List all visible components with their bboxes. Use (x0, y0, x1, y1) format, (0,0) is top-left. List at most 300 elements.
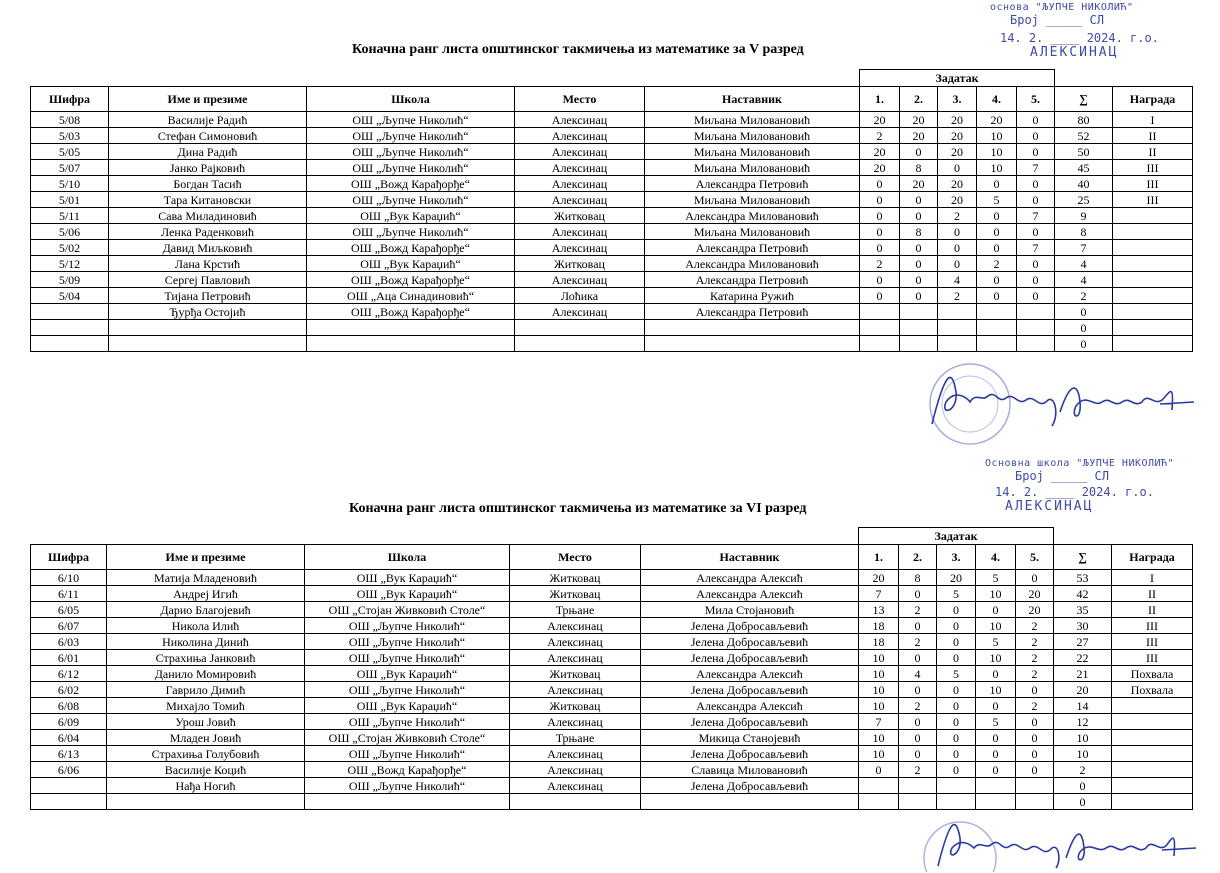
cell-task-3: 0 (937, 762, 976, 778)
cell-sum: 21 (1054, 666, 1112, 682)
cell-task-3: 20 (938, 128, 977, 144)
cell-place: Алексинац (515, 144, 645, 160)
cell-task-2: 0 (900, 208, 938, 224)
cell-teacher: Јелена Добросављевић (641, 634, 859, 650)
cell-task-5: 20 (1016, 602, 1054, 618)
cell-task-5: 2 (1016, 698, 1054, 714)
cell-code: 6/05 (31, 602, 107, 618)
cell-name: Сава Миладиновић (109, 208, 307, 224)
cell-place: Житковац (510, 698, 641, 714)
cell-task-4: 0 (976, 666, 1016, 682)
cell-task-2: 2 (899, 698, 937, 714)
cell-task-4: 0 (976, 746, 1016, 762)
cell-code: 5/07 (31, 160, 109, 176)
table-row (31, 602, 1193, 618)
table-row (31, 192, 1193, 208)
cell-task-1 (860, 320, 900, 336)
cell-sum: 0 (1055, 304, 1113, 320)
table-row (31, 634, 1193, 650)
cell-school: ОШ „Љупче Николић“ (305, 682, 510, 698)
cell-sum: 22 (1054, 650, 1112, 666)
cell-task-1: 20 (860, 112, 900, 128)
cell-task-4 (977, 320, 1017, 336)
cell-sum: 14 (1054, 698, 1112, 714)
cell-task-2: 0 (900, 240, 938, 256)
cell-name: Никола Илић (107, 618, 305, 634)
cell-place: Алексинац (515, 160, 645, 176)
table-row (31, 160, 1193, 176)
cell-task-2: 4 (899, 666, 937, 682)
cell-code (31, 304, 109, 320)
cell-task-3: 2 (938, 288, 977, 304)
cell-code: 5/03 (31, 128, 109, 144)
school-stamp-top: основа "ЉУПЧЕ НИКОЛИЋ" Број _____ СЛ 14. 2. ____ 2024. г.о. АЛЕКСИНАЦ (990, 2, 1159, 60)
cell-code: 6/06 (31, 762, 107, 778)
cell-task-1: 20 (860, 160, 900, 176)
cell-task-2 (900, 336, 938, 352)
table-row (31, 778, 1193, 794)
cell-code: 5/11 (31, 208, 109, 224)
table-row (31, 336, 1193, 352)
cell-award: II (1112, 602, 1193, 618)
table-row (31, 208, 1193, 224)
cell-task-3: 4 (938, 272, 977, 288)
task-group-header: Задатак (859, 528, 1054, 545)
cell-task-4 (977, 304, 1017, 320)
cell-place: Алексинац (515, 112, 645, 128)
cell-name: Ђурђа Остојић (109, 304, 307, 320)
cell-sum: 20 (1054, 682, 1112, 698)
cell-award: II (1113, 144, 1193, 160)
cell-task-4: 10 (977, 160, 1017, 176)
cell-code: 5/06 (31, 224, 109, 240)
cell-teacher: Александра Алексић (641, 698, 859, 714)
cell-task-5: 0 (1017, 112, 1055, 128)
cell-school (305, 794, 510, 810)
col-school: Школа (305, 545, 510, 570)
cell-code: 6/03 (31, 634, 107, 650)
cell-sum: 2 (1054, 762, 1112, 778)
cell-name: Сергеј Павловић (109, 272, 307, 288)
cell-place: Алексинац (510, 746, 641, 762)
cell-school: ОШ „Љупче Николић“ (307, 224, 515, 240)
cell-name: Страхиња Голубовић (107, 746, 305, 762)
cell-school (307, 320, 515, 336)
cell-school: ОШ „Вук Караџић“ (307, 208, 515, 224)
cell-award: II (1113, 128, 1193, 144)
cell-teacher (641, 794, 859, 810)
cell-task-5: 2 (1016, 618, 1054, 634)
cell-code (31, 778, 107, 794)
cell-award (1113, 320, 1193, 336)
col-sum: ∑ (1054, 545, 1112, 570)
cell-award: Похвала (1112, 682, 1193, 698)
cell-name: Михајло Томић (107, 698, 305, 714)
page-title-grade-5: Коначна ранг листа општинског такмичења из математике за V разред (352, 42, 804, 57)
cell-task-4: 10 (977, 128, 1017, 144)
cell-school: ОШ „Љупче Николић“ (305, 650, 510, 666)
cell-code: 6/07 (31, 618, 107, 634)
cell-task-4: 0 (977, 272, 1017, 288)
cell-code (31, 794, 107, 810)
table-row (31, 112, 1193, 128)
cell-task-2: 8 (900, 224, 938, 240)
cell-code (31, 336, 109, 352)
page-title-grade-6: Коначна ранг листа општинског такмичења из математике за VI разред (349, 501, 807, 516)
cell-task-5: 0 (1017, 272, 1055, 288)
cell-name: Ленка Раденковић (109, 224, 307, 240)
table-row (31, 144, 1193, 160)
cell-place: Алексинац (515, 272, 645, 288)
table-row (31, 698, 1193, 714)
cell-code: 5/10 (31, 176, 109, 192)
cell-task-5: 0 (1017, 256, 1055, 272)
cell-code: 5/05 (31, 144, 109, 160)
cell-task-5 (1016, 778, 1054, 794)
cell-place (515, 336, 645, 352)
cell-code: 6/10 (31, 570, 107, 586)
cell-award (1113, 304, 1193, 320)
table-row (31, 762, 1193, 778)
cell-task-3: 0 (937, 618, 976, 634)
cell-teacher: Јелена Добросављевић (641, 650, 859, 666)
col-task-4: 4. (976, 545, 1016, 570)
cell-teacher: Миљана Миловановић (645, 112, 860, 128)
cell-task-1: 10 (859, 682, 899, 698)
cell-code: 5/09 (31, 272, 109, 288)
cell-award (1113, 208, 1193, 224)
cell-task-2: 0 (900, 144, 938, 160)
cell-sum: 35 (1054, 602, 1112, 618)
cell-task-5: 2 (1016, 650, 1054, 666)
cell-school: ОШ „Вук Караџић“ (305, 570, 510, 586)
cell-place: Алексинац (510, 714, 641, 730)
cell-school: ОШ „Аца Синадиновић“ (307, 288, 515, 304)
cell-teacher (645, 320, 860, 336)
table-row (31, 288, 1193, 304)
cell-task-1: 18 (859, 634, 899, 650)
cell-sum: 4 (1055, 256, 1113, 272)
cell-school: ОШ „Љупче Николић“ (307, 128, 515, 144)
cell-teacher: Александра Миловановић (645, 208, 860, 224)
cell-task-2: 0 (899, 746, 937, 762)
cell-place: Алексинац (515, 128, 645, 144)
cell-sum: 8 (1055, 224, 1113, 240)
col-task-2: 2. (900, 87, 938, 112)
cell-task-4: 0 (977, 176, 1017, 192)
cell-teacher: Александра Миловановић (645, 256, 860, 272)
cell-sum: 12 (1054, 714, 1112, 730)
cell-school: ОШ „Вожд Карађорђе“ (307, 176, 515, 192)
table-row (31, 272, 1193, 288)
cell-task-5: 2 (1016, 634, 1054, 650)
cell-award: I (1112, 570, 1193, 586)
cell-task-3: 2 (938, 208, 977, 224)
cell-task-2: 0 (899, 650, 937, 666)
cell-sum: 10 (1054, 730, 1112, 746)
table-row (31, 586, 1193, 602)
cell-task-1: 20 (859, 570, 899, 586)
cell-task-2: 2 (899, 602, 937, 618)
cell-place: Лоћика (515, 288, 645, 304)
table-row (31, 650, 1193, 666)
cell-place: Алексинац (510, 650, 641, 666)
table-row (31, 256, 1193, 272)
cell-task-4: 5 (976, 714, 1016, 730)
cell-task-3: 0 (937, 602, 976, 618)
cell-sum: 10 (1054, 746, 1112, 762)
cell-task-5: 0 (1017, 144, 1055, 160)
cell-task-3: 0 (938, 160, 977, 176)
cell-task-1: 0 (860, 240, 900, 256)
cell-task-1: 10 (859, 666, 899, 682)
cell-task-5: 0 (1017, 128, 1055, 144)
table-body (31, 570, 1193, 810)
cell-task-3: 0 (938, 256, 977, 272)
cell-task-3: 20 (938, 192, 977, 208)
cell-school: ОШ „Вук Караџић“ (305, 586, 510, 602)
cell-task-4: 0 (976, 730, 1016, 746)
cell-teacher: Јелена Добросављевић (641, 778, 859, 794)
cell-school: ОШ „Вук Караџић“ (305, 666, 510, 682)
cell-sum: 27 (1054, 634, 1112, 650)
cell-code: 6/13 (31, 746, 107, 762)
cell-teacher: Катарина Ружић (645, 288, 860, 304)
cell-task-5: 0 (1016, 570, 1054, 586)
col-teacher: Наставник (641, 545, 859, 570)
cell-award (1113, 288, 1193, 304)
cell-task-2: 8 (900, 160, 938, 176)
cell-place: Житковац (510, 586, 641, 602)
cell-task-2: 20 (900, 128, 938, 144)
cell-task-2: 2 (899, 634, 937, 650)
cell-task-4: 10 (976, 586, 1016, 602)
cell-sum: 25 (1055, 192, 1113, 208)
cell-task-4: 10 (977, 144, 1017, 160)
cell-task-5: 0 (1016, 714, 1054, 730)
cell-award: III (1113, 176, 1193, 192)
cell-school: ОШ „Љупче Николић“ (305, 634, 510, 650)
cell-code: 6/12 (31, 666, 107, 682)
cell-task-4: 0 (976, 762, 1016, 778)
cell-award (1112, 698, 1193, 714)
cell-task-5: 2 (1016, 666, 1054, 682)
cell-task-1: 20 (860, 144, 900, 160)
cell-place: Алексинац (510, 778, 641, 794)
cell-school: ОШ „Стојан Живковић Столе“ (305, 602, 510, 618)
cell-teacher: Микица Станојевић (641, 730, 859, 746)
table-row (31, 570, 1193, 586)
cell-name: Николина Динић (107, 634, 305, 650)
cell-school: ОШ „Љупче Николић“ (305, 778, 510, 794)
cell-task-3: 20 (938, 144, 977, 160)
cell-task-1 (859, 794, 899, 810)
cell-name: Дина Радић (109, 144, 307, 160)
table-row (31, 240, 1193, 256)
cell-task-1: 0 (860, 192, 900, 208)
cell-name (109, 336, 307, 352)
col-task-3: 3. (937, 545, 976, 570)
cell-task-3: 20 (938, 176, 977, 192)
cell-name: Тара Китановски (109, 192, 307, 208)
cell-name: Гаврило Димић (107, 682, 305, 698)
cell-task-5: 0 (1017, 224, 1055, 240)
cell-task-4: 0 (977, 240, 1017, 256)
cell-name (109, 320, 307, 336)
cell-task-3 (937, 778, 976, 794)
cell-name (107, 794, 305, 810)
col-task-5: 5. (1017, 87, 1055, 112)
cell-school: ОШ „Вожд Карађорђе“ (307, 304, 515, 320)
cell-task-1 (860, 304, 900, 320)
cell-code: 6/04 (31, 730, 107, 746)
cell-task-5 (1017, 320, 1055, 336)
cell-name: Стефан Симоновић (109, 128, 307, 144)
cell-sum: 0 (1055, 320, 1113, 336)
ranking-table-grade-5 (30, 69, 1193, 352)
cell-award: III (1112, 618, 1193, 634)
cell-task-5: 0 (1017, 192, 1055, 208)
cell-teacher: Мила Стојановић (641, 602, 859, 618)
cell-task-4: 5 (976, 570, 1016, 586)
col-task-1: 1. (860, 87, 900, 112)
cell-task-5 (1017, 336, 1055, 352)
cell-award: Похвала (1112, 666, 1193, 682)
cell-task-2: 2 (899, 762, 937, 778)
cell-place (510, 794, 641, 810)
cell-task-2: 0 (900, 288, 938, 304)
cell-task-2: 0 (900, 192, 938, 208)
cell-place: Алексинац (510, 634, 641, 650)
cell-task-5: 7 (1017, 208, 1055, 224)
cell-task-1: 0 (860, 288, 900, 304)
cell-teacher: Александра Алексић (641, 586, 859, 602)
table-row (31, 304, 1193, 320)
cell-task-5: 0 (1016, 682, 1054, 698)
cell-name: Дарио Благојевић (107, 602, 305, 618)
cell-award (1112, 762, 1193, 778)
cell-name: Страхиња Јанковић (107, 650, 305, 666)
cell-place: Трњане (510, 730, 641, 746)
cell-school: ОШ „Љупче Николић“ (305, 618, 510, 634)
col-task-5: 5. (1016, 545, 1054, 570)
table-row (31, 746, 1193, 762)
cell-task-3: 0 (937, 698, 976, 714)
cell-task-3: 0 (938, 240, 977, 256)
cell-task-3: 20 (938, 112, 977, 128)
cell-task-4: 10 (976, 650, 1016, 666)
cell-sum: 40 (1055, 176, 1113, 192)
cell-sum: 50 (1055, 144, 1113, 160)
cell-place: Житковац (515, 256, 645, 272)
cell-task-4: 10 (976, 682, 1016, 698)
cell-task-3: 5 (937, 586, 976, 602)
cell-school: ОШ „Љупче Николић“ (307, 192, 515, 208)
cell-code: 5/02 (31, 240, 109, 256)
cell-task-3: 0 (937, 682, 976, 698)
cell-teacher: Александра Петровић (645, 176, 860, 192)
cell-task-4: 10 (976, 618, 1016, 634)
cell-task-2: 0 (899, 618, 937, 634)
cell-place: Житковац (510, 666, 641, 682)
cell-school: ОШ „Вук Караџић“ (305, 698, 510, 714)
cell-code: 5/01 (31, 192, 109, 208)
cell-task-2: 0 (899, 714, 937, 730)
cell-name: Нађа Ногић (107, 778, 305, 794)
cell-award: I (1113, 112, 1193, 128)
cell-teacher: Јелена Добросављевић (641, 682, 859, 698)
cell-task-1 (860, 336, 900, 352)
col-task-4: 4. (977, 87, 1017, 112)
cell-teacher: Миљана Миловановић (645, 144, 860, 160)
cell-teacher: Миљана Миловановић (645, 192, 860, 208)
cell-place: Алексинац (515, 224, 645, 240)
cell-task-2: 0 (900, 272, 938, 288)
cell-task-3 (938, 304, 977, 320)
cell-sum: 53 (1054, 570, 1112, 586)
cell-task-5: 7 (1017, 160, 1055, 176)
cell-task-3: 0 (937, 746, 976, 762)
table-row (31, 176, 1193, 192)
cell-teacher: Александра Петровић (645, 240, 860, 256)
cell-task-4: 0 (977, 288, 1017, 304)
cell-sum: 52 (1055, 128, 1113, 144)
cell-task-4 (976, 778, 1016, 794)
cell-task-2 (900, 304, 938, 320)
cell-task-5: 0 (1016, 762, 1054, 778)
cell-place: Алексинац (515, 304, 645, 320)
cell-name: Матија Младеновић (107, 570, 305, 586)
col-code: Шифра (31, 545, 107, 570)
cell-task-1: 0 (860, 176, 900, 192)
cell-code: 6/02 (31, 682, 107, 698)
cell-task-4: 0 (976, 602, 1016, 618)
cell-school: ОШ „Љупче Николић“ (305, 746, 510, 762)
table-row (31, 682, 1193, 698)
cell-place: Алексинац (510, 682, 641, 698)
cell-school: ОШ „Вук Караџић“ (307, 256, 515, 272)
cell-place: Трњане (510, 602, 641, 618)
cell-teacher: Александра Петровић (645, 272, 860, 288)
col-place: Место (515, 87, 645, 112)
col-task-3: 3. (938, 87, 977, 112)
cell-code: 6/01 (31, 650, 107, 666)
cell-task-1: 18 (859, 618, 899, 634)
cell-award (1113, 272, 1193, 288)
cell-task-4: 0 (977, 208, 1017, 224)
cell-task-4: 0 (977, 224, 1017, 240)
cell-code: 5/04 (31, 288, 109, 304)
cell-sum: 0 (1054, 778, 1112, 794)
cell-name: Данило Момировић (107, 666, 305, 682)
cell-task-2: 8 (899, 570, 937, 586)
cell-task-4: 0 (976, 698, 1016, 714)
cell-task-5: 0 (1016, 730, 1054, 746)
cell-task-4 (977, 336, 1017, 352)
cell-teacher: Јелена Добросављевић (641, 746, 859, 762)
cell-award (1112, 746, 1193, 762)
cell-sum: 30 (1054, 618, 1112, 634)
cell-school: ОШ „Вожд Карађорђе“ (305, 762, 510, 778)
cell-teacher: Јелена Добросављевић (641, 618, 859, 634)
cell-sum: 0 (1055, 336, 1113, 352)
cell-code: 6/09 (31, 714, 107, 730)
cell-task-3: 0 (937, 730, 976, 746)
cell-task-3: 0 (937, 634, 976, 650)
cell-task-2 (899, 778, 937, 794)
signature-with-seal-top (910, 352, 1200, 452)
cell-task-2: 20 (900, 112, 938, 128)
